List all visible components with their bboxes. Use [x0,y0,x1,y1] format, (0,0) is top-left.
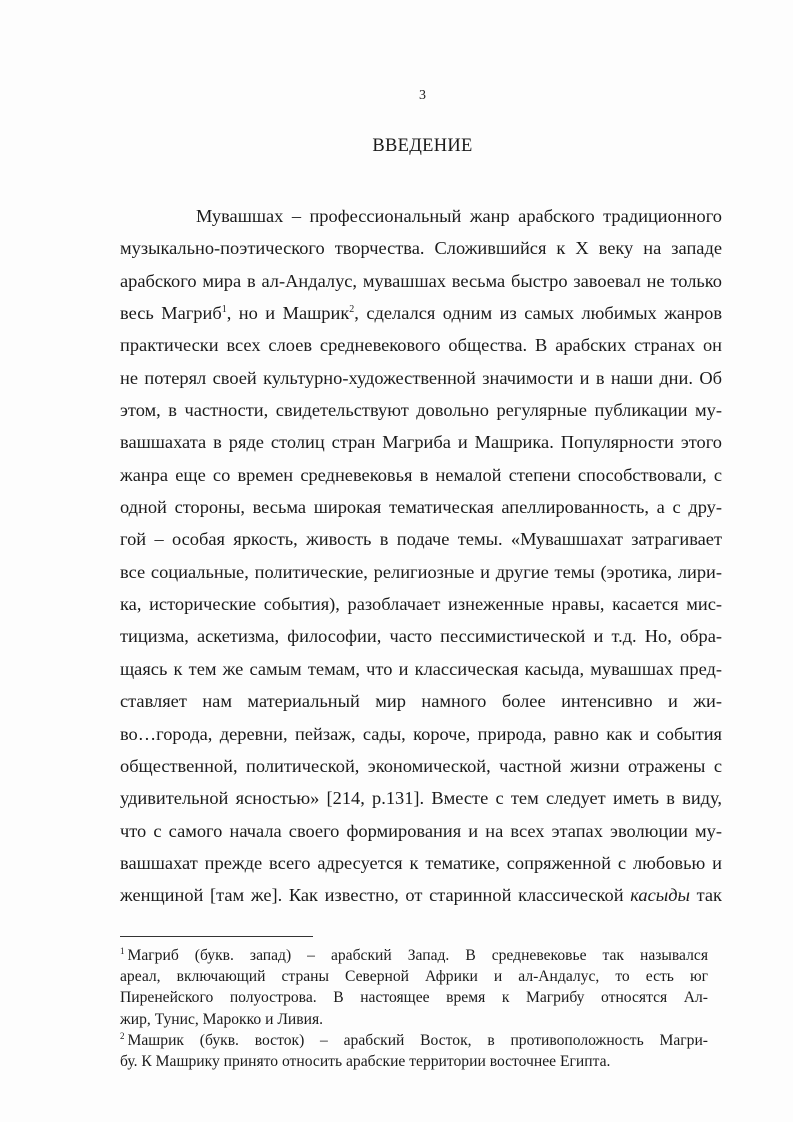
body-line: вашшахат прежде всего адресуется к тематике, сопряженной с любовью и [120,852,722,873]
body-line: удивительной ясностью» [214, р.131]. Вместе с тем следует иметь в виду, [120,788,722,809]
body-line-part: , но и Машрик [226,303,350,324]
chapter-title: ВВЕДЕНИЕ [372,136,473,156]
body-line: Мувашшах – профессиональный жанр арабского традиционного [196,206,722,226]
footnote-divider [120,936,313,937]
body-line-part: весь Магриб [120,303,222,324]
footnote-1-line: ареал, включающий страны Северной Африки и ал-Андалус, то есть юг [120,968,708,986]
footnote-1-line [120,945,708,966]
footnote-text: Магриб (букв. запад) – арабский Запад. В средневековье так назывался [127,947,708,964]
footnote-text: Машрик (букв. восток) – арабский Восток, в противоположность Магри- [127,1031,708,1049]
body-line: ставляет нам материальный мир намного более интенсивно и жи- [120,691,722,712]
footnote-mark: 1 [120,946,125,956]
footnotes [120,945,708,1072]
body-line: гой – особая яркость, живость в подаче темы. «Мувашшахат затрагивает [120,529,722,550]
body-line: не потерял своей культурно-художественной значимости и в наши дни. Об [120,367,722,388]
body-line: жанра еще со времен средневековья в немалой степени способствовали, с [120,464,722,485]
body-line: ка, исторические события), разоблачает изнеженные нравы, касается мис- [120,594,722,615]
body-line: арабского мира в ал-Андалус, мувашшах весьма быстро завоевал не только [120,270,722,291]
body-line-part: так [689,885,722,906]
body-line: вашшахата в ряде столиц стран Магриба и Машрика. Популярности этого [120,432,722,453]
italic-term: касыды [630,885,690,906]
body-line-with-footnote-refs [120,297,722,329]
body-line: все социальные, политические, религиозные и другие темы (эротика, лири- [120,561,722,582]
body-line-with-italic [120,879,722,911]
body-line: общественной, политической, экономической, частной жизни отражены с [120,755,722,776]
body-line: этом, в частности, свидетельствуют довольно регулярные публикации му- [120,400,722,421]
body-line: щаясь к тем же самым темам, что и классическая касыда, мувашшах пред- [120,658,722,679]
footnote-2-line: бу. К Машрику принято относить арабские территории восточнее Египта. [120,1052,611,1070]
footnote-ref-1[interactable]: 1 [221,304,227,316]
footnote-1-line: Пиренейского полуострова. В настоящее время к Магрибу относятся Ал- [120,989,708,1007]
footnote-1-line: жир, Тунис, Марокко и Ливия. [120,1010,324,1028]
body-line: во…города, деревни, пейзаж, сады, короче, природа, равно как и события [120,723,722,744]
footnote-2-line [120,1030,708,1051]
body-line: практически всех слоев средневекового общества. В арабских странах он [120,335,722,356]
body-line: тицизма, аскетизма, философии, часто пессимистической и т.д. Но, обра- [120,626,722,647]
body-line: музыкально-поэтического творчества. Сложившийся к X веку на западе [120,238,722,259]
body-line: что с самого начала своего формирования и на всех этапах эволюции му- [120,820,722,841]
body-line-part: женщиной [там же]. Как известно, от старинной классической [120,885,631,906]
body-line: одной стороны, весьма широкая тематическая апеллированность, а с дру- [120,497,722,518]
page-number: 3 [419,88,426,103]
footnote-mark: 2 [120,1030,125,1041]
body-line-part: , сделался одним из самых любимых жанров [354,303,723,324]
body-text [120,200,722,912]
footnote-ref-2[interactable]: 2 [349,304,355,316]
